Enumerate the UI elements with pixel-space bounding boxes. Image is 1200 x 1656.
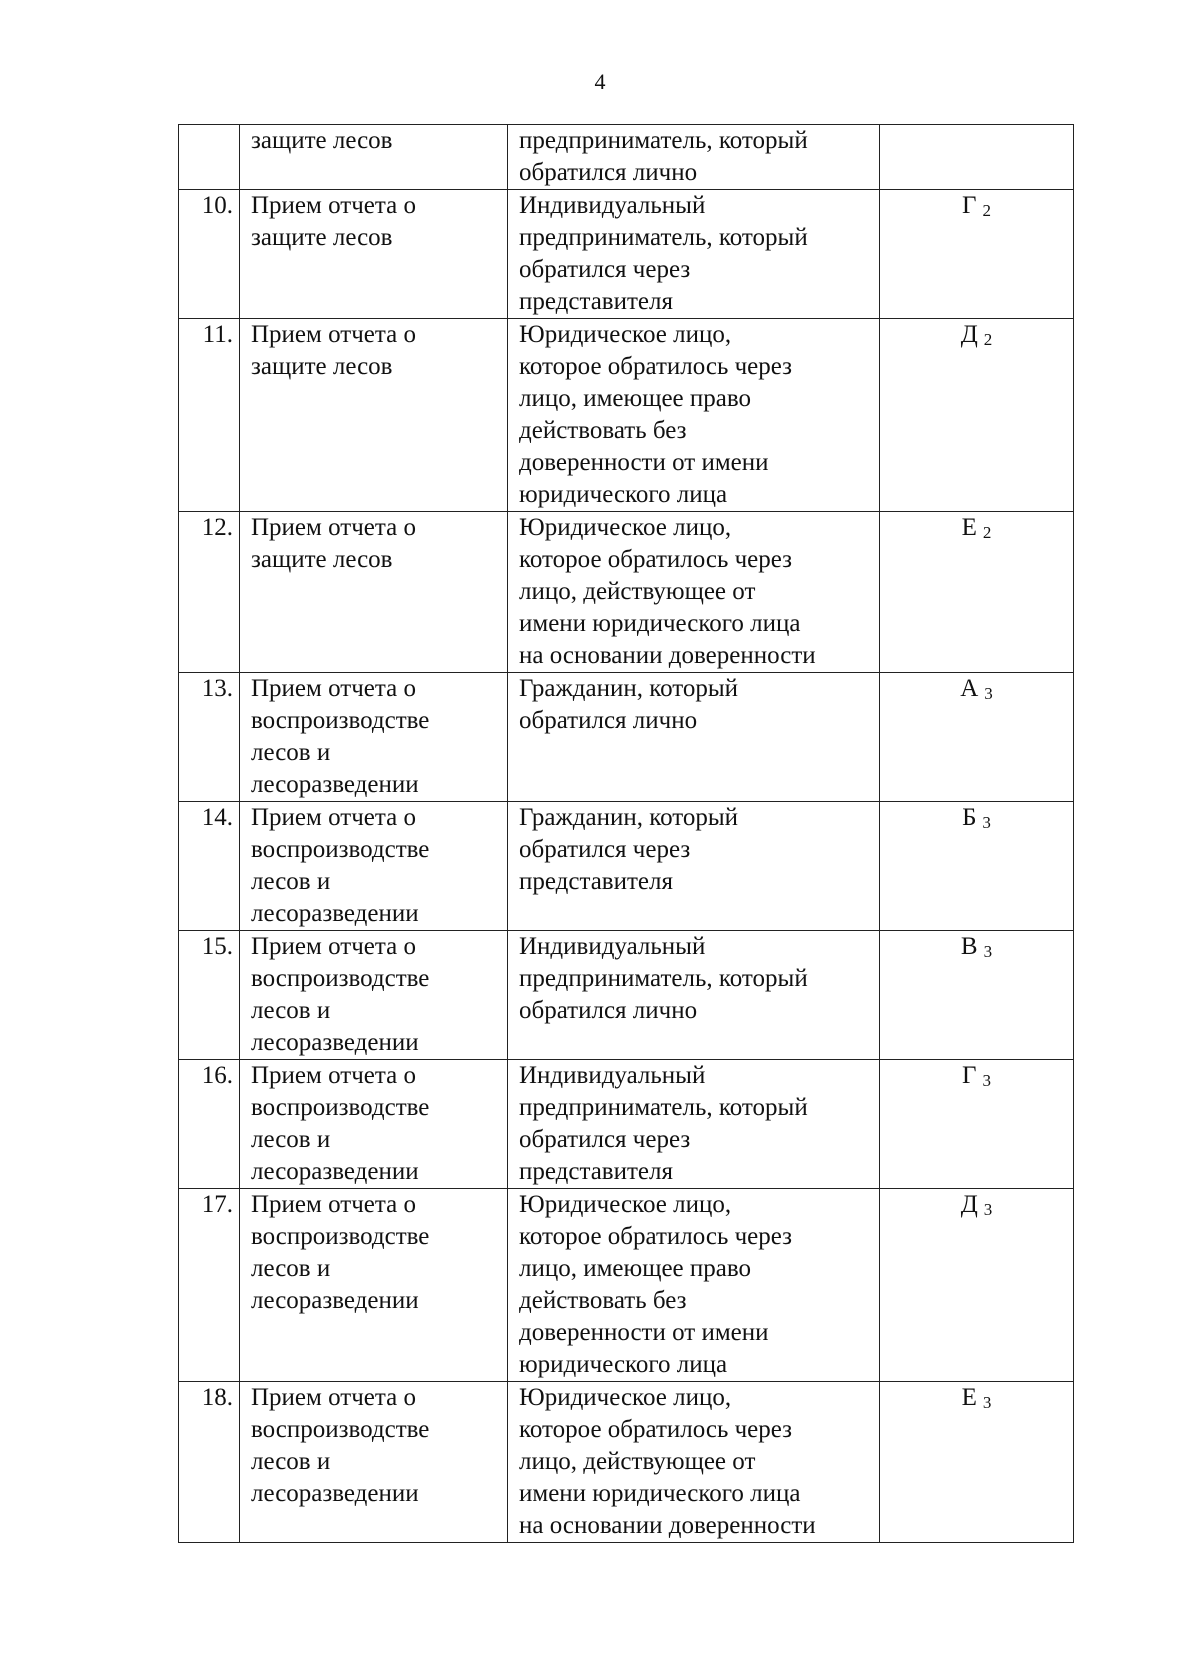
variant-code-letter: Г <box>962 192 977 219</box>
table-row <box>179 1382 1074 1543</box>
service-name-cell <box>240 125 508 190</box>
service-name-cell <box>240 1060 508 1189</box>
services-table <box>178 124 1074 1543</box>
applicant-description: Юридическое лицо, которое обратилось через лицо, имеющее право действовать без доверенности от имени юридического лица <box>519 321 793 508</box>
service-name-cell <box>240 319 508 512</box>
service-name: Прием отчета о защите лесов <box>251 321 416 380</box>
variant-code-subscript: 3 <box>982 813 991 832</box>
service-name: Прием отчета о воспроизводстве лесов и лесоразведении <box>251 1062 430 1185</box>
row-number-cell <box>179 190 240 319</box>
row-number-cell <box>179 512 240 673</box>
applicant-cell <box>508 319 880 512</box>
variant-code-cell <box>880 512 1074 673</box>
table-row <box>179 802 1074 931</box>
service-name: Прием отчета о защите лесов <box>251 514 416 573</box>
variant-code-subscript: 3 <box>982 1393 992 1412</box>
variant-code-subscript: 2 <box>983 330 993 349</box>
service-name-cell <box>240 802 508 931</box>
applicant-description: Индивидуальный предприниматель, который обратился через представителя <box>519 1062 808 1185</box>
page-number: 4 <box>594 69 606 94</box>
variant-code-cell <box>880 931 1074 1060</box>
applicant-cell <box>508 125 880 190</box>
applicant-description: Индивидуальный предприниматель, который обратился через представителя <box>519 192 808 315</box>
variant-code-letter: Е <box>961 514 977 541</box>
table-row <box>179 319 1074 512</box>
applicant-cell <box>508 190 880 319</box>
table-row <box>179 1060 1074 1189</box>
variant-code-cell <box>880 190 1074 319</box>
variant-code-letter: Д <box>960 321 978 348</box>
service-name: Прием отчета о воспроизводстве лесов и лесоразведении <box>251 804 430 927</box>
applicant-description: Гражданин, который обратился через представителя <box>519 804 739 895</box>
table-row <box>179 125 1074 190</box>
row-number: 14. <box>201 804 233 831</box>
variant-code-letter: Б <box>962 804 977 831</box>
row-number-cell <box>179 1060 240 1189</box>
row-number-cell <box>179 802 240 931</box>
row-number: 15. <box>201 933 233 960</box>
variant-code-cell <box>880 125 1074 190</box>
applicant-cell <box>508 512 880 673</box>
row-number: 12. <box>201 514 233 541</box>
row-number: 18. <box>201 1384 233 1411</box>
row-number: 16. <box>201 1062 233 1089</box>
variant-code-cell <box>880 1189 1074 1382</box>
applicant-cell <box>508 802 880 931</box>
row-number-cell <box>179 931 240 1060</box>
variant-code-subscript: 2 <box>982 523 992 542</box>
table-row <box>179 931 1074 1060</box>
applicant-description: предприниматель, который обратился лично <box>519 127 808 186</box>
row-number: 10. <box>201 192 233 219</box>
row-number: 17. <box>201 1191 233 1218</box>
service-name-cell <box>240 673 508 802</box>
service-name-cell <box>240 1382 508 1543</box>
variant-code-subscript: 3 <box>982 1071 991 1090</box>
variant-code-subscript: 3 <box>983 942 993 961</box>
applicant-cell <box>508 1189 880 1382</box>
table-row <box>179 673 1074 802</box>
variant-code-subscript: 2 <box>982 201 991 220</box>
applicant-cell <box>508 1060 880 1189</box>
applicant-cell <box>508 673 880 802</box>
table-row <box>179 1189 1074 1382</box>
variant-code-cell <box>880 802 1074 931</box>
applicant-cell <box>508 931 880 1060</box>
service-name-cell <box>240 1189 508 1382</box>
service-name-cell <box>240 190 508 319</box>
service-name: Прием отчета о защите лесов <box>251 192 416 251</box>
service-name: Прием отчета о воспроизводстве лесов и лесоразведении <box>251 675 430 798</box>
row-number-cell <box>179 319 240 512</box>
row-number-cell <box>179 1382 240 1543</box>
row-number: 13. <box>201 675 233 702</box>
applicant-description: Юридическое лицо, которое обратилось через лицо, действующее от имени юридического лица на основании доверенности <box>519 514 816 669</box>
service-name-cell <box>240 512 508 673</box>
variant-code-letter: В <box>960 933 978 960</box>
service-name: защите лесов <box>251 127 393 154</box>
variant-code-subscript: 3 <box>984 684 993 703</box>
service-name: Прием отчета о воспроизводстве лесов и лесоразведении <box>251 933 430 1056</box>
variant-code-cell <box>880 1060 1074 1189</box>
service-name-cell <box>240 931 508 1060</box>
applicant-cell <box>508 1382 880 1543</box>
variant-code-cell <box>880 1382 1074 1543</box>
row-number: 11. <box>202 321 233 348</box>
variant-code-cell <box>880 673 1074 802</box>
applicant-description: Юридическое лицо, которое обратилось через лицо, имеющее право действовать без доверенности от имени юридического лица <box>519 1191 793 1378</box>
row-number-cell <box>179 125 240 190</box>
service-name: Прием отчета о воспроизводстве лесов и лесоразведении <box>251 1191 430 1314</box>
row-number-cell <box>179 673 240 802</box>
table-body <box>179 125 1074 1543</box>
variant-code-cell <box>880 319 1074 512</box>
table-row <box>179 512 1074 673</box>
applicant-description: Индивидуальный предприниматель, который обратился лично <box>519 933 808 1024</box>
applicant-description: Юридическое лицо, которое обратилось через лицо, действующее от имени юридического лица на основании доверенности <box>519 1384 816 1539</box>
variant-code-subscript: 3 <box>983 1200 993 1219</box>
variant-code-letter: Г <box>962 1062 977 1089</box>
variant-code-letter: Е <box>961 1384 977 1411</box>
variant-code-letter: А <box>960 675 979 702</box>
applicant-description: Гражданин, который обратился лично <box>519 675 739 734</box>
row-number-cell <box>179 1189 240 1382</box>
service-name: Прием отчета о воспроизводстве лесов и лесоразведении <box>251 1384 430 1507</box>
table-row <box>179 190 1074 319</box>
variant-code-letter: Д <box>960 1191 978 1218</box>
